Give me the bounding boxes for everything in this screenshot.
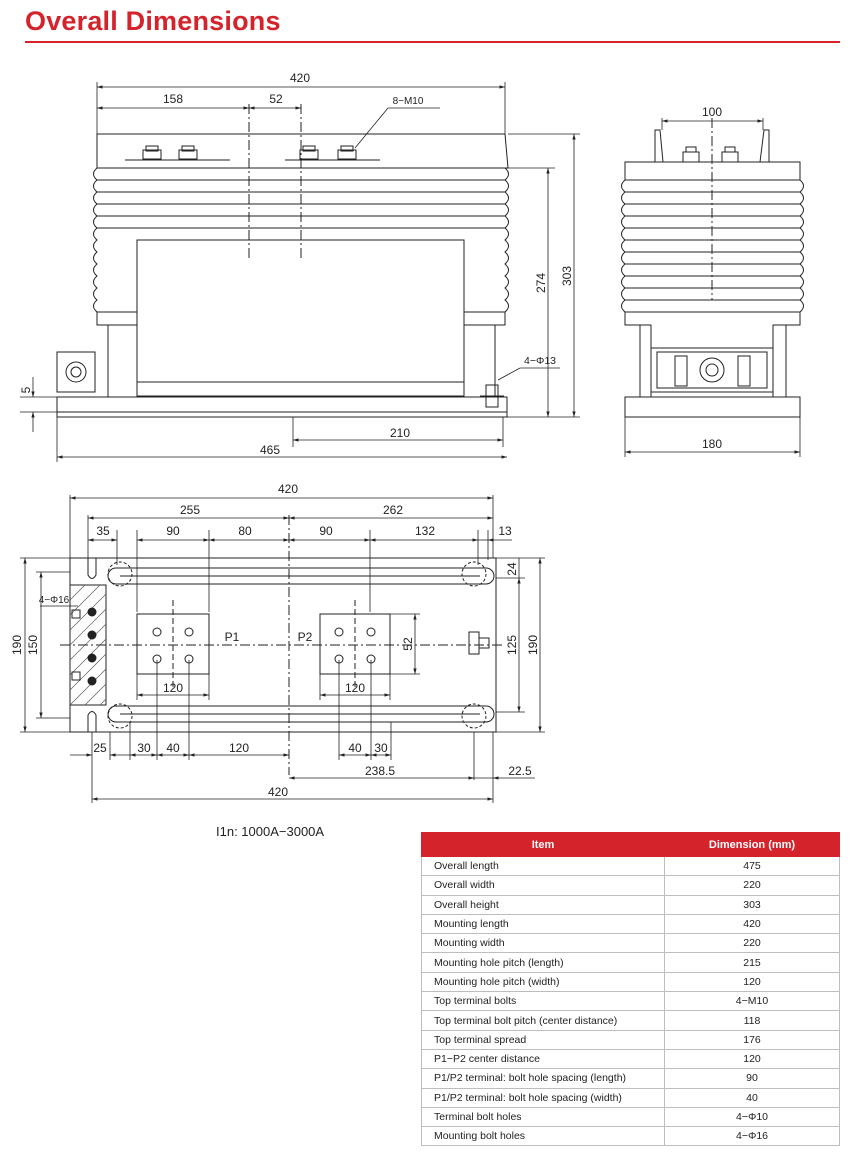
label-p2: P2 [297, 630, 313, 644]
table-row [422, 895, 840, 914]
page-title: Overall Dimensions [25, 6, 281, 36]
table-row [422, 876, 840, 895]
cell-item: Top terminal bolt pitch (center distance) [422, 1011, 665, 1030]
dim-52: 52 [269, 92, 283, 106]
cell-item: Overall length [422, 857, 665, 876]
table-row [422, 972, 840, 991]
mounting-holes-callout: 4−Φ16 [38, 595, 70, 606]
holes-callout: 4−Φ13 [523, 355, 557, 367]
cell-item: Top terminal bolts [422, 992, 665, 1011]
dim-303: 303 [560, 265, 574, 287]
cell-item: Mounting length [422, 914, 665, 933]
dim-132: 132 [414, 524, 436, 538]
cell-value: 120 [665, 972, 840, 991]
table-row [422, 1069, 840, 1088]
dim-262: 262 [382, 503, 404, 517]
dim-30-left: 30 [137, 741, 151, 755]
dim-22-5: 22.5 [508, 764, 532, 778]
cell-value: 90 [665, 1069, 840, 1088]
dim-5: 5 [19, 386, 33, 394]
cell-item: P1/P2 terminal: bolt hole spacing (width) [422, 1088, 665, 1107]
bolt-callout: 8−M10 [392, 96, 424, 107]
dim-90-left: 90 [166, 524, 180, 538]
cell-item: Overall width [422, 876, 665, 895]
front-view [57, 104, 509, 417]
cell-value: 215 [665, 953, 840, 972]
cell-item: Mounting width [422, 934, 665, 953]
header-dimension: Dimension (mm) [665, 833, 840, 857]
cell-value: 4−Φ16 [665, 1127, 840, 1146]
dim-180: 180 [701, 437, 723, 451]
table-row [422, 1107, 840, 1126]
table-row [422, 1088, 840, 1107]
table-row [422, 1049, 840, 1068]
plan-view [60, 515, 505, 775]
dim-274: 274 [534, 272, 548, 294]
dim-40-left: 40 [166, 741, 180, 755]
dim-150: 150 [26, 634, 40, 656]
label-p1: P1 [224, 630, 240, 644]
dim-24: 24 [505, 562, 519, 576]
cell-value: 4−Φ10 [665, 1107, 840, 1126]
dimension-table [421, 832, 840, 1146]
cell-value: 120 [665, 1049, 840, 1068]
cell-value: 220 [665, 876, 840, 895]
side-view [622, 118, 804, 417]
cell-item: Overall height [422, 895, 665, 914]
table-row [422, 992, 840, 1011]
dim-120-center: 120 [228, 741, 250, 755]
cell-item: P1/P2 terminal: bolt hole spacing (length) [422, 1069, 665, 1088]
dim-80: 80 [238, 524, 252, 538]
table-row [422, 1030, 840, 1049]
cell-value: 420 [665, 914, 840, 933]
dim-35: 35 [96, 524, 110, 538]
table-row [422, 1127, 840, 1146]
dim-40-right: 40 [348, 741, 362, 755]
dim-120-p2: 120 [344, 681, 366, 695]
cell-item: Mounting hole pitch (length) [422, 953, 665, 972]
cell-item: Top terminal spread [422, 1030, 665, 1049]
dim-100: 100 [701, 105, 723, 119]
table-row [422, 914, 840, 933]
cell-value: 40 [665, 1088, 840, 1107]
header-item: Item [422, 833, 665, 857]
dim-190-right: 190 [526, 634, 540, 656]
dim-120-p1: 120 [162, 681, 184, 695]
dim-158: 158 [162, 92, 184, 106]
dim-125: 125 [505, 634, 519, 656]
cell-value: 118 [665, 1011, 840, 1030]
cell-value: 220 [665, 934, 840, 953]
dim-90-right: 90 [319, 524, 333, 538]
table-row [422, 857, 840, 876]
table-header-row [422, 833, 840, 857]
dim-420-top: 420 [277, 482, 299, 496]
cell-item: Terminal bolt holes [422, 1107, 665, 1126]
dim-420: 420 [289, 71, 311, 85]
dim-238-5: 238.5 [364, 764, 396, 778]
table-row [422, 934, 840, 953]
table-row [422, 1011, 840, 1030]
dim-25: 25 [93, 741, 107, 755]
cell-value: 176 [665, 1030, 840, 1049]
dim-30-right: 30 [374, 741, 388, 755]
dim-255: 255 [179, 503, 201, 517]
dim-52-plan: 52 [401, 637, 415, 651]
cell-value: 303 [665, 895, 840, 914]
cell-value: 475 [665, 857, 840, 876]
table-row [422, 953, 840, 972]
cell-item: Mounting hole pitch (width) [422, 972, 665, 991]
dim-13: 13 [498, 524, 512, 538]
cell-value: 4−M10 [665, 992, 840, 1011]
dim-420-bottom: 420 [267, 785, 289, 799]
dim-190-left: 190 [10, 634, 24, 656]
cell-item: P1−P2 center distance [422, 1049, 665, 1068]
rated-current-caption: I1n: 1000A−3000A [216, 824, 325, 839]
cell-item: Mounting bolt holes [422, 1127, 665, 1146]
dim-465: 465 [259, 443, 281, 457]
dim-210: 210 [389, 426, 411, 440]
